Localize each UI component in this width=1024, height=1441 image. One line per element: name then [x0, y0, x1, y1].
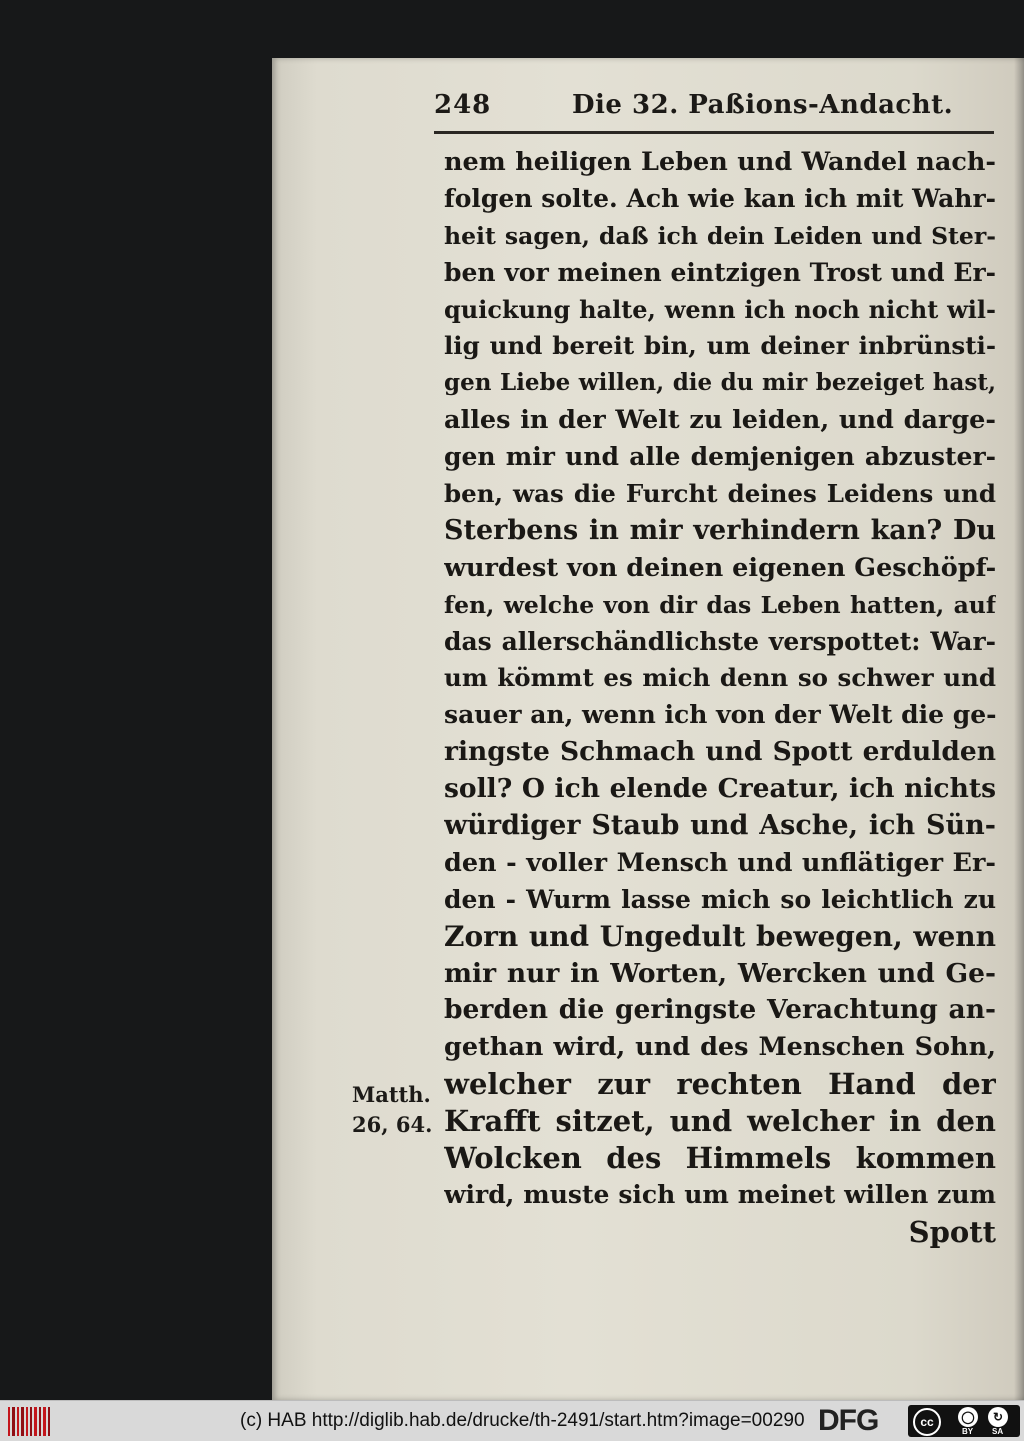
text-line: heit sagen, daß ich dein Leiden und Ster- [444, 221, 996, 250]
text-line: um kömmt es mich denn so schwer und [444, 663, 996, 693]
sa-label: SA [992, 1427, 1004, 1436]
text-line: den - voller Mensch und unflätiger Er- [444, 847, 996, 878]
cc-license-badge[interactable] [908, 1405, 1020, 1437]
text-line: ben, was die Furcht deines Leidens und [444, 479, 996, 509]
text-line: gethan wird, und des Menschen Sohn, [444, 1032, 996, 1063]
library-logo-icon [8, 1407, 50, 1436]
copyright-link[interactable]: (c) HAB http://diglib.hab.de/drucke/th-2491/start.htm?image=00290 [240, 1410, 805, 1431]
text-line: Sterbens in mir verhindern kan? Du [444, 514, 996, 546]
text-line: sauer an, wenn ich von der Welt die ge- [444, 700, 996, 730]
dfg-logo: DFG [818, 1404, 879, 1437]
text-line: folgen solte. Ach wie kan ich mit Wahr- [444, 183, 996, 213]
text-line: ringste Schmach und Spott erdulden [444, 736, 996, 768]
catchword: Spott [908, 1214, 996, 1249]
running-title: Die 32. Paßions-Andacht. [572, 90, 954, 120]
margin-note-line-2: 26, 64. [352, 1112, 433, 1137]
text-line: wird, muste sich um meinet willen zum [444, 1179, 996, 1209]
body-text [444, 144, 996, 1251]
margin-note [352, 1080, 442, 1140]
text-line: soll? O ich elende Creatur, ich nichts [444, 773, 996, 805]
text-line: wurdest von deinen eigenen Geschöpf- [444, 552, 996, 583]
margin-note-line-1: Matth. [352, 1082, 431, 1107]
footer-bar [0, 1400, 1024, 1441]
by-label: BY [962, 1427, 974, 1436]
text-line: den - Wurm lasse mich so leichtlich zu [444, 884, 996, 914]
text-line: das allerschändlichste verspottet: War- [444, 626, 996, 656]
header-rule [434, 131, 994, 134]
text-line: Zorn und Ungedult bewegen, wenn [444, 919, 996, 953]
share-alike-icon: ↻ [988, 1407, 1008, 1427]
text-line: ben vor meinen eintzigen Trost und Er- [444, 257, 996, 287]
text-line: quickung halte, wenn ich noch nicht wil- [444, 294, 996, 324]
text-line: fen, welche von dir das Leben hatten, auf [444, 590, 996, 619]
text-line: Krafft sitzet, und welcher in den [444, 1104, 996, 1139]
page-header [434, 86, 994, 130]
text-line: berden die geringste Verachtung an- [444, 994, 996, 1026]
attribution-icon: ◯ [958, 1407, 978, 1427]
text-line: mir nur in Worten, Wercken und Ge- [444, 957, 996, 989]
text-line: gen Liebe willen, die du mir bezeiget hast, [444, 369, 996, 397]
text-line: Wolcken des Himmels kommen [444, 1141, 996, 1176]
text-line: nem heiligen Leben und Wandel nach- [444, 147, 996, 177]
text-line: würdiger Staub und Asche, ich Sün- [444, 810, 996, 842]
bleed-through-mark [343, 272, 405, 302]
page-number: 248 [434, 90, 492, 120]
text-line: lig und bereit bin, um deiner inbrünsti- [444, 331, 996, 361]
text-line: welcher zur rechten Hand der [444, 1067, 996, 1102]
text-line: alles in der Welt zu leiden, und darge- [444, 405, 996, 436]
page-edge-shadow [1014, 58, 1024, 1400]
scanned-page [272, 58, 1024, 1400]
cc-icon: cc [913, 1408, 941, 1436]
text-line: gen mir und alle demjenigen abzuster- [444, 442, 996, 472]
